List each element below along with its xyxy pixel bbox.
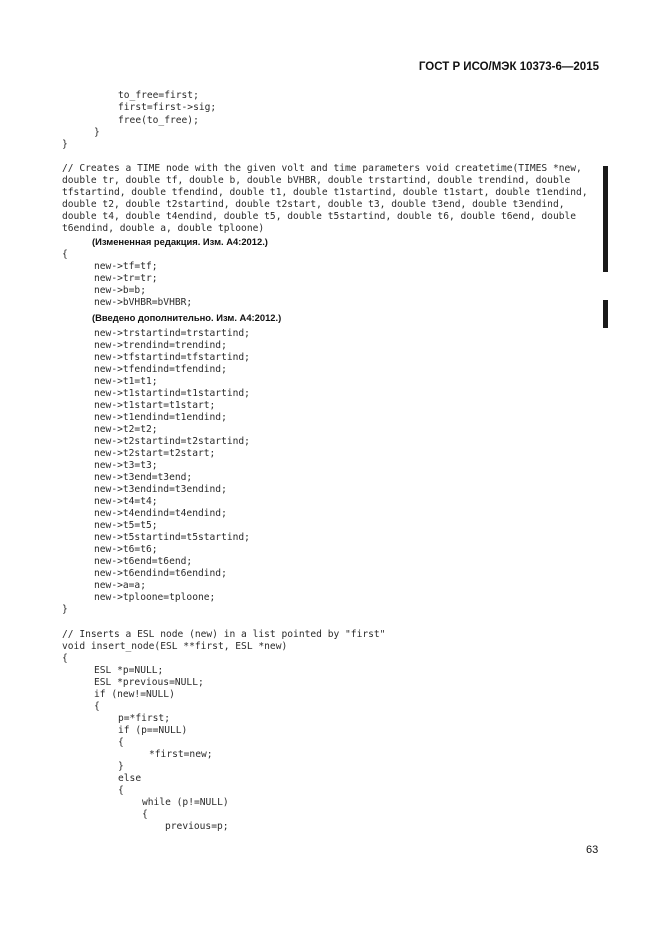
code-line: new->t6endind=t6endind; bbox=[94, 568, 227, 579]
code-line: } bbox=[62, 604, 68, 615]
code-line: while (p!=NULL) bbox=[142, 797, 229, 808]
code-line: new->t6=t6; bbox=[94, 544, 158, 555]
code-line: else bbox=[118, 773, 142, 784]
code-line: new->t1start=t1start; bbox=[94, 400, 216, 411]
addition-note: (Введено дополнительно. Изм. А4:2012.) bbox=[92, 312, 282, 323]
code-line: { bbox=[142, 809, 148, 820]
code-line: new->t4endind=t4endind; bbox=[94, 508, 227, 519]
code-line: if (new!=NULL) bbox=[94, 689, 175, 700]
code-line: { bbox=[118, 785, 124, 796]
code-line: double t4, double t4endind, double t5, double t5startind, double t6, double t6end, double bbox=[62, 211, 577, 222]
code-line: previous=p; bbox=[165, 821, 229, 832]
code-line: p=*first; bbox=[118, 713, 170, 724]
standard-designation: ГОСТ Р ИСО/МЭК 10373-6—2015 bbox=[418, 61, 599, 73]
code-line: new->t2startind=t2startind; bbox=[94, 436, 250, 447]
code-line: new->tf=tf; bbox=[94, 261, 158, 272]
code-line: new->tr=tr; bbox=[94, 273, 158, 284]
code-line: to_free=first; bbox=[118, 90, 199, 101]
code-line: new->t4=t4; bbox=[94, 496, 158, 507]
change-bar bbox=[603, 166, 608, 272]
code-line: new->t3endind=t3endind; bbox=[94, 484, 227, 495]
code-line: double tr, double tf, double b, double bVHBR, double trstartind, double trendind, double bbox=[62, 175, 571, 186]
code-line: } bbox=[62, 139, 68, 150]
code-line: new->t1=t1; bbox=[94, 376, 158, 387]
code-line: new->t3=t3; bbox=[94, 460, 158, 471]
amendment-note: (Измененная редакция. Изм. А4:2012.) bbox=[92, 236, 268, 247]
code-line: void insert_node(ESL **first, ESL *new) bbox=[62, 641, 288, 652]
code-line: } bbox=[118, 761, 124, 772]
code-line: // Inserts a ESL node (new) in a list pointed by "first" bbox=[62, 629, 386, 640]
code-line: { bbox=[94, 701, 100, 712]
code-line: { bbox=[118, 737, 124, 748]
code-line: t6endind, double a, double tploone) bbox=[62, 223, 265, 234]
code-line: { bbox=[62, 653, 68, 664]
code-line: new->tfendind=tfendind; bbox=[94, 364, 227, 375]
code-line: new->trstartind=trstartind; bbox=[94, 328, 250, 339]
code-line: new->t2start=t2start; bbox=[94, 448, 216, 459]
code-line: *first=new; bbox=[149, 749, 213, 760]
code-line: } bbox=[94, 127, 100, 138]
code-line: tfstartind, double tfendind, double t1, double t1startind, double t1start, double t1endind, bbox=[62, 187, 588, 198]
code-line: if (p==NULL) bbox=[118, 725, 188, 736]
code-line: new->tploone=tploone; bbox=[94, 592, 216, 603]
code-line: new->t2=t2; bbox=[94, 424, 158, 435]
code-line: free(to_free); bbox=[118, 115, 199, 126]
change-bar bbox=[603, 300, 608, 328]
code-line: new->a=a; bbox=[94, 580, 146, 591]
code-line: new->t5startind=t5startind; bbox=[94, 532, 250, 543]
code-line: new->bVHBR=bVHBR; bbox=[94, 297, 193, 308]
code-line: ESL *p=NULL; bbox=[94, 665, 164, 676]
code-line: { bbox=[62, 249, 68, 260]
code-line: new->t3end=t3end; bbox=[94, 472, 193, 483]
code-line: new->b=b; bbox=[94, 285, 146, 296]
code-line: ESL *previous=NULL; bbox=[94, 677, 204, 688]
page-number: 63 bbox=[586, 844, 599, 856]
code-line: // Creates a TIME node with the given volt and time parameters void createtime(TIMES *new, bbox=[62, 163, 582, 174]
code-line: new->trendind=trendind; bbox=[94, 340, 227, 351]
code-line: new->t1startind=t1startind; bbox=[94, 388, 250, 399]
code-line: new->tfstartind=tfstartind; bbox=[94, 352, 250, 363]
code-line: new->t6end=t6end; bbox=[94, 556, 193, 567]
code-line: double t2, double t2startind, double t2start, double t3, double t3end, double t3endind, bbox=[62, 199, 565, 210]
code-line: new->t5=t5; bbox=[94, 520, 158, 531]
code-line: first=first->sig; bbox=[118, 102, 217, 113]
code-line: new->t1endind=t1endind; bbox=[94, 412, 227, 423]
